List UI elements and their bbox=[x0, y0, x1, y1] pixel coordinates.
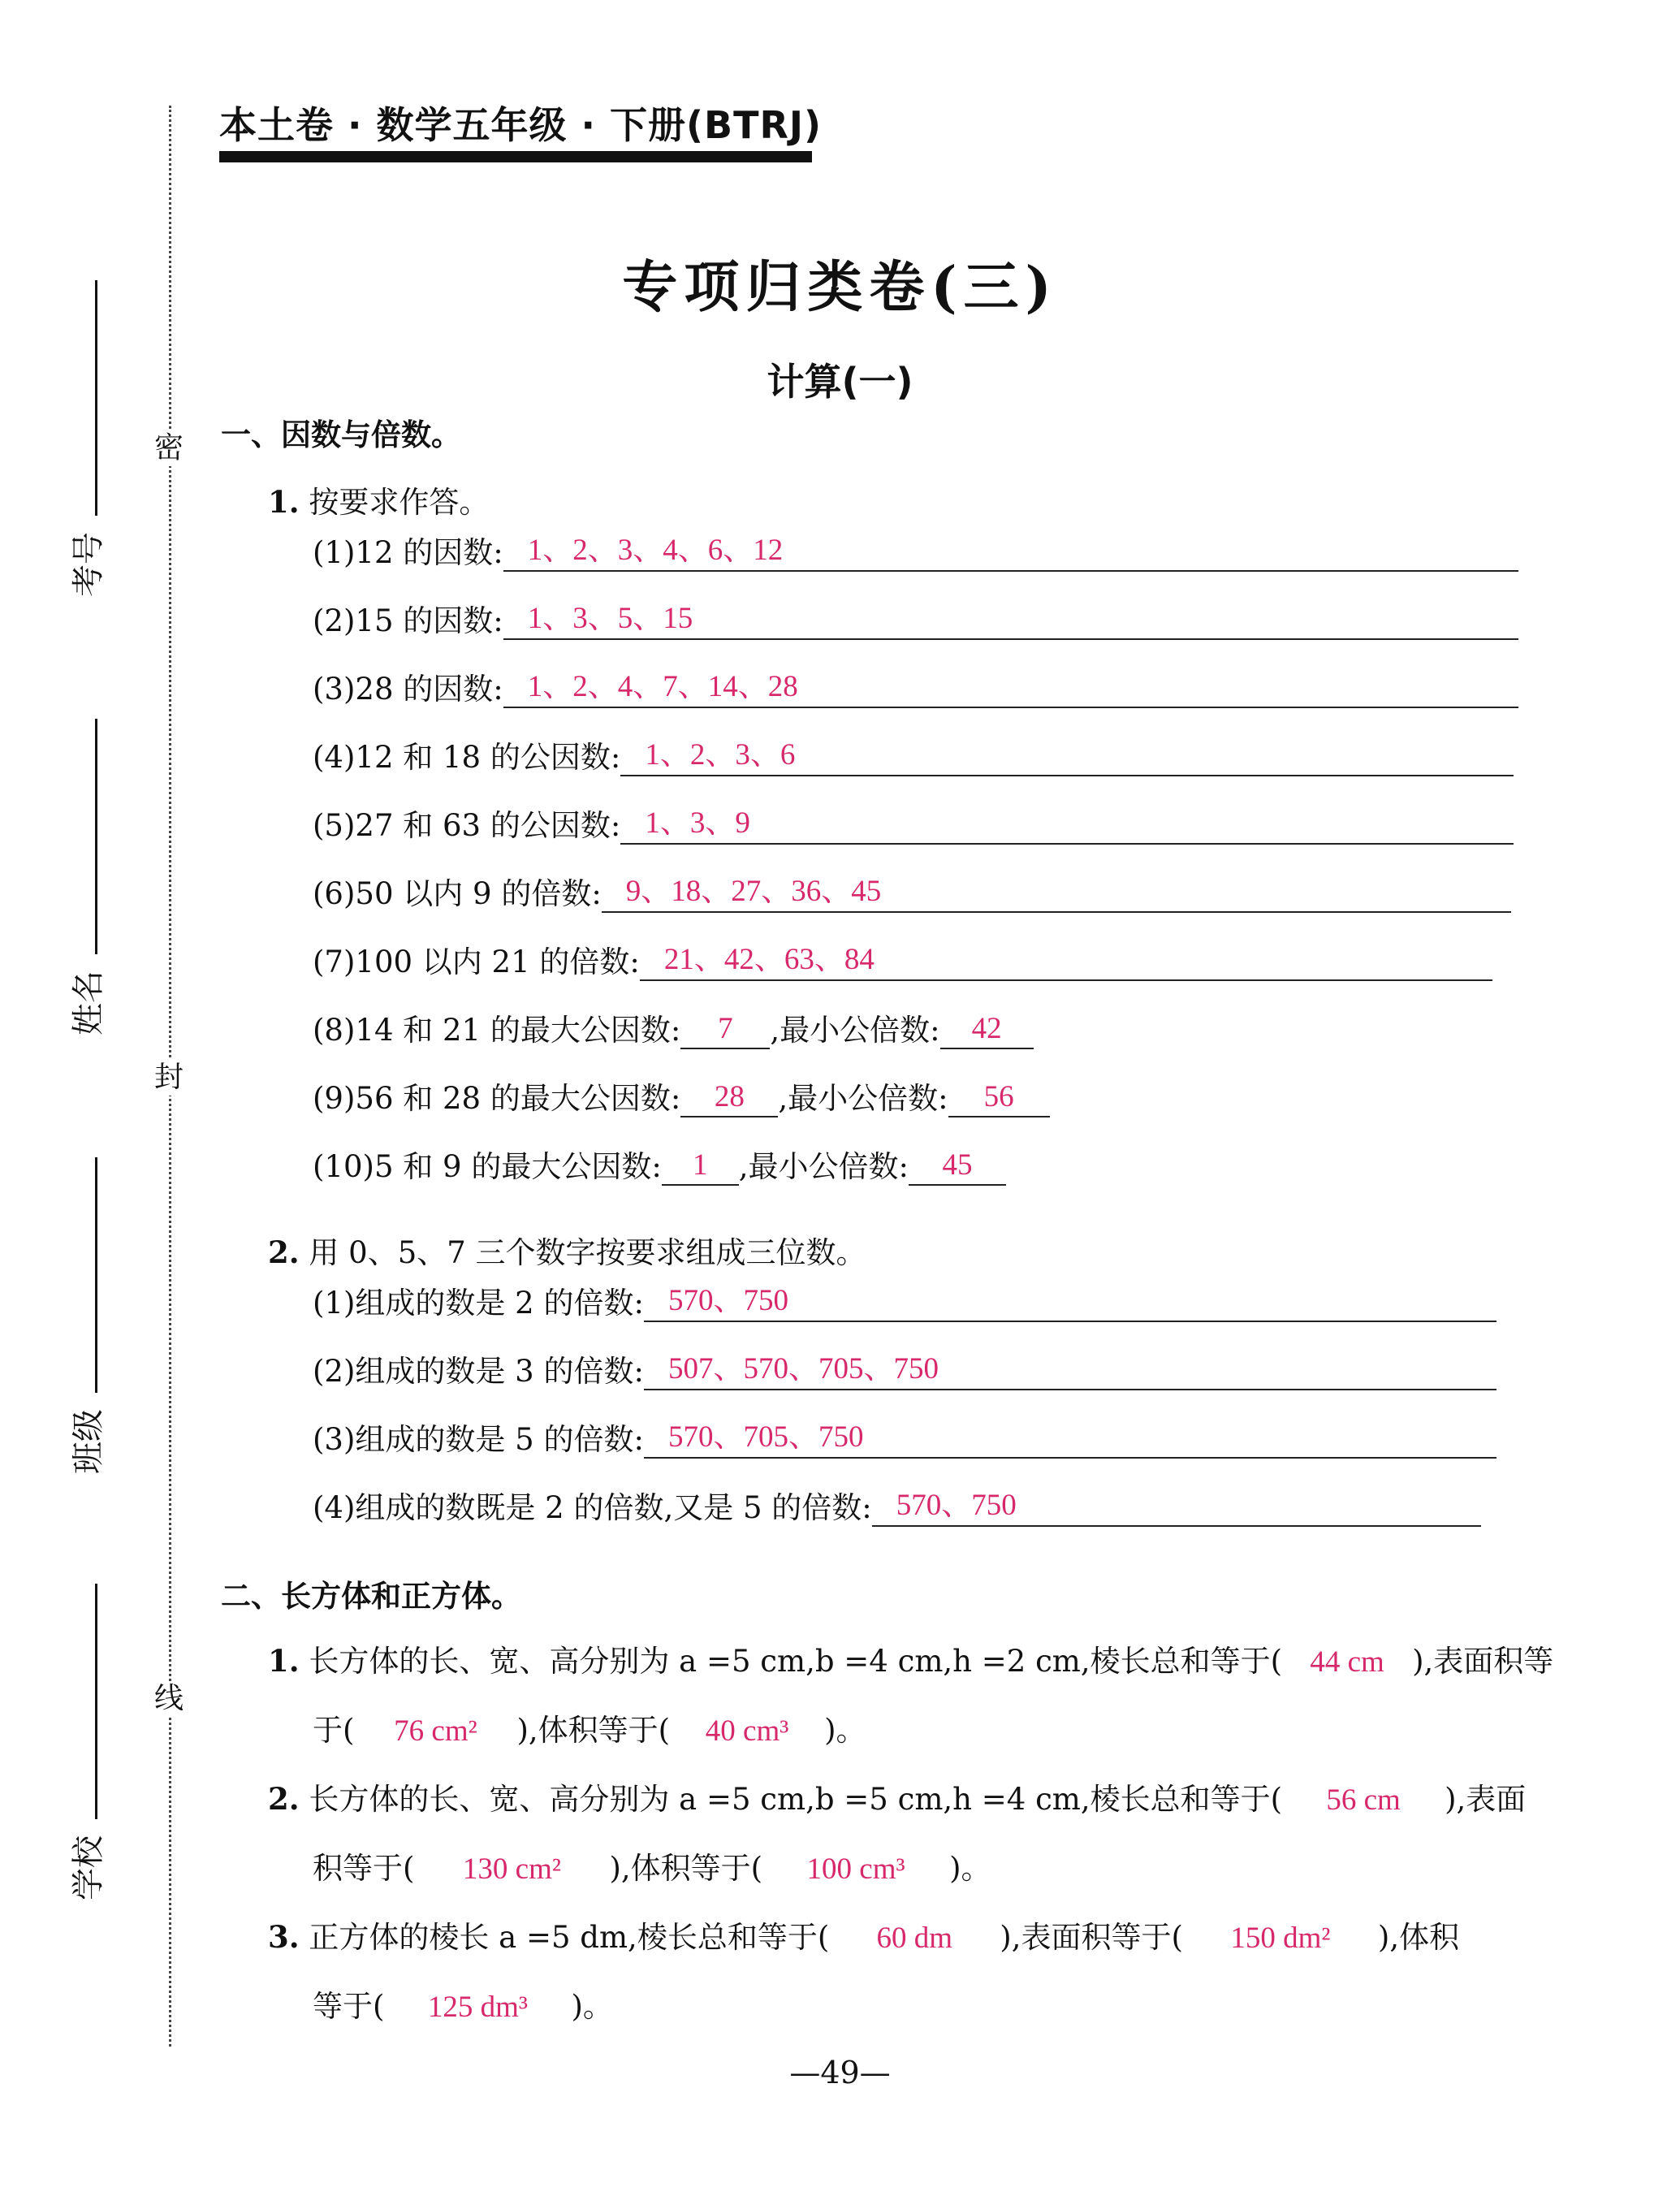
answer: 21、42、63、84 bbox=[663, 943, 875, 976]
answer-line[interactable] bbox=[503, 603, 1518, 640]
answer-line[interactable] bbox=[662, 1148, 739, 1186]
s1-q1-item-3 bbox=[313, 664, 1518, 708]
s1-q1-item-7 bbox=[313, 937, 1492, 981]
s1-q1-item-2 bbox=[313, 596, 1518, 640]
answer[interactable]: 40 cm³ bbox=[705, 1714, 789, 1748]
s1-q1 bbox=[268, 478, 489, 521]
answer[interactable]: 76 cm² bbox=[394, 1714, 477, 1748]
s2-q3-number: 3. bbox=[268, 1919, 300, 1955]
s2-q3-text: 正方体的棱长 a =5 dm,棱长总和等于( bbox=[309, 1920, 830, 1955]
s2-q1-number: 1. bbox=[268, 1643, 300, 1679]
answer: 1、3、5、15 bbox=[527, 602, 693, 635]
answer: 1、2、3、6 bbox=[645, 738, 796, 772]
answer[interactable]: 56 cm bbox=[1326, 1783, 1401, 1817]
answer: 570、750 bbox=[896, 1489, 1017, 1522]
page-subtitle: 计算(一) bbox=[767, 360, 913, 404]
section2-heading: 二、长方体和正方体。 bbox=[221, 1579, 521, 1614]
answer-line[interactable] bbox=[940, 1012, 1034, 1049]
item-label: (2)组成的数是 3 的倍数: bbox=[313, 1354, 644, 1389]
s2-q3-text: 等于( bbox=[313, 1989, 385, 2024]
item-label: (2)15 的因数: bbox=[313, 603, 503, 638]
seal-char-feng: 封 bbox=[153, 1061, 184, 1094]
item-label: (5)27 和 63 的公因数: bbox=[313, 808, 621, 843]
answer[interactable]: 125 dm³ bbox=[427, 1991, 528, 2024]
s2-q2-text: 积等于( bbox=[313, 1851, 415, 1886]
s2-q3-text: ),表面积等于( bbox=[1000, 1920, 1183, 1955]
answer-line[interactable] bbox=[680, 1012, 770, 1049]
answer[interactable]: 150 dm² bbox=[1230, 1922, 1331, 1955]
item-label: (6)50 以内 9 的倍数: bbox=[313, 876, 602, 911]
answer-line[interactable] bbox=[620, 739, 1514, 776]
answer-line[interactable] bbox=[909, 1148, 1006, 1186]
header-bar bbox=[219, 151, 812, 162]
answer[interactable]: 44 cm bbox=[1310, 1645, 1384, 1679]
s2-q3-line2 bbox=[313, 1982, 1579, 2025]
s1-q2-text: 用 0、5、7 三个数字按要求组成三位数。 bbox=[309, 1235, 866, 1270]
s1-q1-item-4 bbox=[313, 733, 1514, 776]
answer: 56 bbox=[983, 1080, 1014, 1113]
s1-q1-number: 1. bbox=[268, 484, 300, 520]
s2-q2-text: ),体积等于( bbox=[609, 1851, 763, 1886]
answer-line[interactable] bbox=[503, 671, 1518, 708]
s1-q2-item-1 bbox=[313, 1278, 1496, 1322]
s1-q1-text: 按要求作答。 bbox=[309, 485, 490, 520]
exam-number-label: 考号 bbox=[69, 532, 107, 597]
s1-q2-number: 2. bbox=[268, 1234, 300, 1270]
item-label: (4)12 和 18 的公因数: bbox=[313, 740, 621, 775]
item-label: (8)14 和 21 的最大公因数: bbox=[313, 1013, 681, 1048]
s1-q1-item-8 bbox=[313, 1005, 1034, 1049]
s1-q1-item-5 bbox=[313, 801, 1514, 845]
s1-q2-item-4 bbox=[313, 1483, 1481, 1527]
answer: 42 bbox=[971, 1012, 1002, 1045]
item-label: (1)12 的因数: bbox=[313, 535, 503, 570]
answer: 1、3、9 bbox=[645, 806, 750, 840]
answer: 7 bbox=[718, 1012, 733, 1045]
s2-q2-text: 长方体的长、宽、高分别为 a =5 cm,b =5 cm,h =4 cm,棱长总和等于( bbox=[309, 1782, 1283, 1817]
s2-q1-line1 bbox=[268, 1636, 1554, 1680]
s1-q2-item-3 bbox=[313, 1415, 1496, 1459]
item-label: ,最小公倍数: bbox=[738, 1149, 909, 1184]
answer[interactable]: 130 cm² bbox=[462, 1852, 561, 1886]
item-label: (9)56 和 28 的最大公因数: bbox=[313, 1081, 681, 1116]
s2-q2-line1 bbox=[268, 1775, 1535, 1818]
s2-q3-text: ),体积 bbox=[1377, 1920, 1460, 1955]
name-label: 姓名 bbox=[69, 970, 107, 1035]
s1-q2-item-2 bbox=[313, 1347, 1496, 1390]
s2-q2-number: 2. bbox=[268, 1781, 300, 1817]
answer: 1、2、3、4、6、12 bbox=[527, 534, 784, 567]
answer-line[interactable] bbox=[640, 944, 1492, 981]
school-label: 学校 bbox=[69, 1835, 107, 1900]
item-label: ,最小公倍数: bbox=[770, 1013, 940, 1048]
seal-char-mi: 密 bbox=[153, 431, 184, 465]
s2-q3-line1 bbox=[268, 1913, 1535, 1956]
answer-line[interactable] bbox=[644, 1421, 1496, 1459]
item-label: (1)组成的数是 2 的倍数: bbox=[313, 1286, 644, 1321]
answer-line[interactable] bbox=[680, 1080, 778, 1117]
s1-q1-item-9 bbox=[313, 1074, 1050, 1117]
s2-q2-text: ),表面 bbox=[1445, 1782, 1527, 1817]
s2-q1-text: 于( bbox=[313, 1713, 355, 1748]
answer-line[interactable] bbox=[872, 1489, 1481, 1527]
answer: 1、2、4、7、14、28 bbox=[527, 670, 798, 703]
answer: 45 bbox=[942, 1148, 973, 1182]
answer[interactable]: 60 dm bbox=[876, 1922, 953, 1955]
s2-q2-line2 bbox=[313, 1844, 1579, 1887]
s1-q2 bbox=[268, 1228, 866, 1272]
answer: 1 bbox=[693, 1148, 708, 1182]
answer: 9、18、27、36、45 bbox=[625, 875, 882, 908]
item-label: (3)组成的数是 5 的倍数: bbox=[313, 1422, 644, 1457]
item-label: (7)100 以内 21 的倍数: bbox=[313, 945, 640, 979]
item-label: (4)组成的数既是 2 的倍数,又是 5 的倍数: bbox=[313, 1490, 872, 1525]
s2-q3-text: )。 bbox=[571, 1989, 613, 2024]
header-title: 本土卷 · 数学五年级 · 下册(BTRJ) bbox=[219, 103, 823, 147]
answer: 570、750 bbox=[667, 1284, 788, 1317]
answer: 28 bbox=[714, 1080, 745, 1113]
answer-line[interactable] bbox=[644, 1285, 1496, 1322]
item-label: ,最小公倍数: bbox=[778, 1081, 948, 1116]
item-label: (10)5 和 9 的最大公因数: bbox=[313, 1149, 662, 1184]
page-title: 专项归类卷(三) bbox=[622, 255, 1058, 320]
school-line[interactable] bbox=[95, 1584, 97, 1819]
answer: 570、705、750 bbox=[667, 1420, 864, 1454]
item-label: (3)28 的因数: bbox=[313, 672, 503, 707]
s1-q1-item-1 bbox=[313, 528, 1518, 572]
s2-q2-text: )。 bbox=[949, 1851, 991, 1886]
answer-line[interactable] bbox=[602, 875, 1511, 913]
name-line[interactable] bbox=[95, 719, 97, 954]
seal-char-xian: 线 bbox=[153, 1682, 184, 1715]
answer: 507、570、705、750 bbox=[667, 1352, 939, 1385]
answer-line[interactable] bbox=[644, 1353, 1496, 1390]
answer-line[interactable] bbox=[620, 807, 1514, 845]
class-line[interactable] bbox=[95, 1157, 97, 1393]
answer[interactable]: 100 cm³ bbox=[806, 1852, 905, 1886]
answer-line[interactable] bbox=[503, 534, 1518, 572]
s1-q1-item-6 bbox=[313, 869, 1511, 913]
answer-line[interactable] bbox=[948, 1080, 1050, 1117]
s2-q1-text: ),表面积等 bbox=[1412, 1644, 1554, 1679]
s2-q1-line2 bbox=[313, 1705, 1579, 1749]
page-number: —49— bbox=[789, 2055, 891, 2090]
section1-heading: 一、因数与倍数。 bbox=[221, 417, 461, 452]
class-label: 班级 bbox=[69, 1409, 107, 1474]
s1-q1-item-10 bbox=[313, 1142, 1006, 1186]
s2-q1-text: )。 bbox=[824, 1713, 866, 1748]
s2-q1-text: ),体积等于( bbox=[516, 1713, 671, 1748]
s2-q1-text: 长方体的长、宽、高分别为 a =5 cm,b =4 cm,h =2 cm,棱长总和等于( bbox=[309, 1644, 1283, 1679]
